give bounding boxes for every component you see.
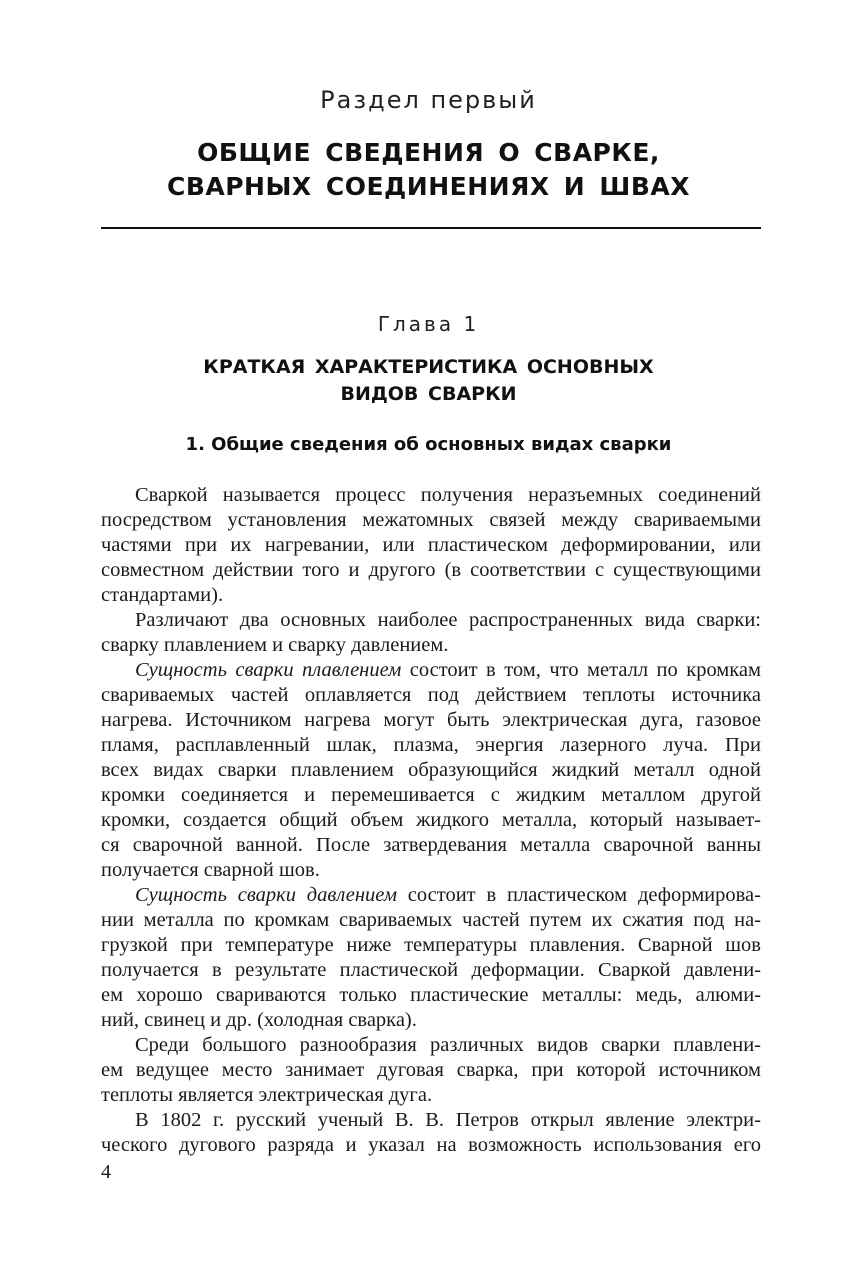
text-line: Различают два основных наиболее распространенных вида сварки: [135,609,761,631]
text-line [101,883,761,908]
text-line: Сваркой называется процесс получения неразъемных соединений [135,484,761,506]
text-line: сварку плавлением и сварку давлением. [101,634,449,656]
chapter-title-line: ВИДОВ СВАРКИ [340,383,517,405]
section-label: Раздел первый [320,86,537,114]
text-line: получается в результате пластической деформации. Сваркой давлени- [101,959,761,981]
text-span: состоит в том, что металл по кромкам [401,659,761,681]
text-line: получается сварной шов. [101,859,320,881]
text-line: Среди большого разнообразия различных видов сварки плавлени- [135,1034,761,1056]
text-line [101,658,761,683]
text-line: ний, свинец и др. (холодная сварка). [101,1009,417,1031]
text-line: ся сварочной ванной. После затвердевания металла сварочной ванны [101,834,761,856]
italic-term: Сущность сварки давлением [135,884,397,906]
text-line: грузкой при температуре ниже температуры плавления. Сварной шов [101,934,761,956]
text-line: стандартами). [101,584,224,606]
text-line: совместном действии того и другого (в соответствии с существующими [101,559,761,581]
text-line: ем ведущее место занимает дуговая сварка, при которой источником [101,1059,761,1081]
text-line: нии металла по кромкам свариваемых частей путем их сжатия под на- [101,909,761,931]
section-title-line: ОБЩИЕ СВЕДЕНИЯ О СВАРКЕ, [197,138,660,167]
text-line: всех видах сварки плавлением образующийся жидкий металл одной [101,759,761,781]
text-line: В 1802 г. русский ученый В. В. Петров открыл явление электри- [135,1109,761,1131]
text-line: посредством установления межатомных связей между свариваемыми [101,509,761,531]
chapter-label: Глава 1 [377,312,480,336]
text-line: кромки соединяется и перемешивается с жидким металлом другой [101,784,761,806]
subsection-heading: 1. Общие сведения об основных видах сварки [185,434,672,455]
text-line: ем хорошо свариваются только пластические металлы: медь, алюми- [101,984,761,1006]
section-title-line: СВАРНЫХ СОЕДИНЕНИЯХ И ШВАХ [166,172,690,201]
italic-term: Сущность сварки плавлением [135,659,402,681]
text-line: нагрева. Источником нагрева могут быть электрическая дуга, газовое [101,709,761,731]
section-title [0,136,857,204]
text-line: теплоты является электрическая дуга. [101,1084,433,1106]
text-line: свариваемых частей оплавляется под действием теплоты источника [101,684,761,706]
chapter-title-line: КРАТКАЯ ХАРАКТЕРИСТИКА ОСНОВНЫХ [203,356,654,378]
text-line: пламя, расплавленный шлак, плазма, энергия лазерного луча. При [101,734,761,756]
body-text [101,483,761,1158]
text-span: состоит в пластическом деформирова- [396,884,761,906]
text-line: ческого дугового разряда и указал на возможность использования его [101,1134,761,1156]
text-line: частями при их нагревании, или пластическом деформировании, или [101,534,761,556]
page-number: 4 [101,1161,111,1183]
chapter-title [0,354,857,408]
text-line: кромки, создается общий объем жидкого металла, который называет- [101,809,761,831]
section-divider [101,227,761,229]
